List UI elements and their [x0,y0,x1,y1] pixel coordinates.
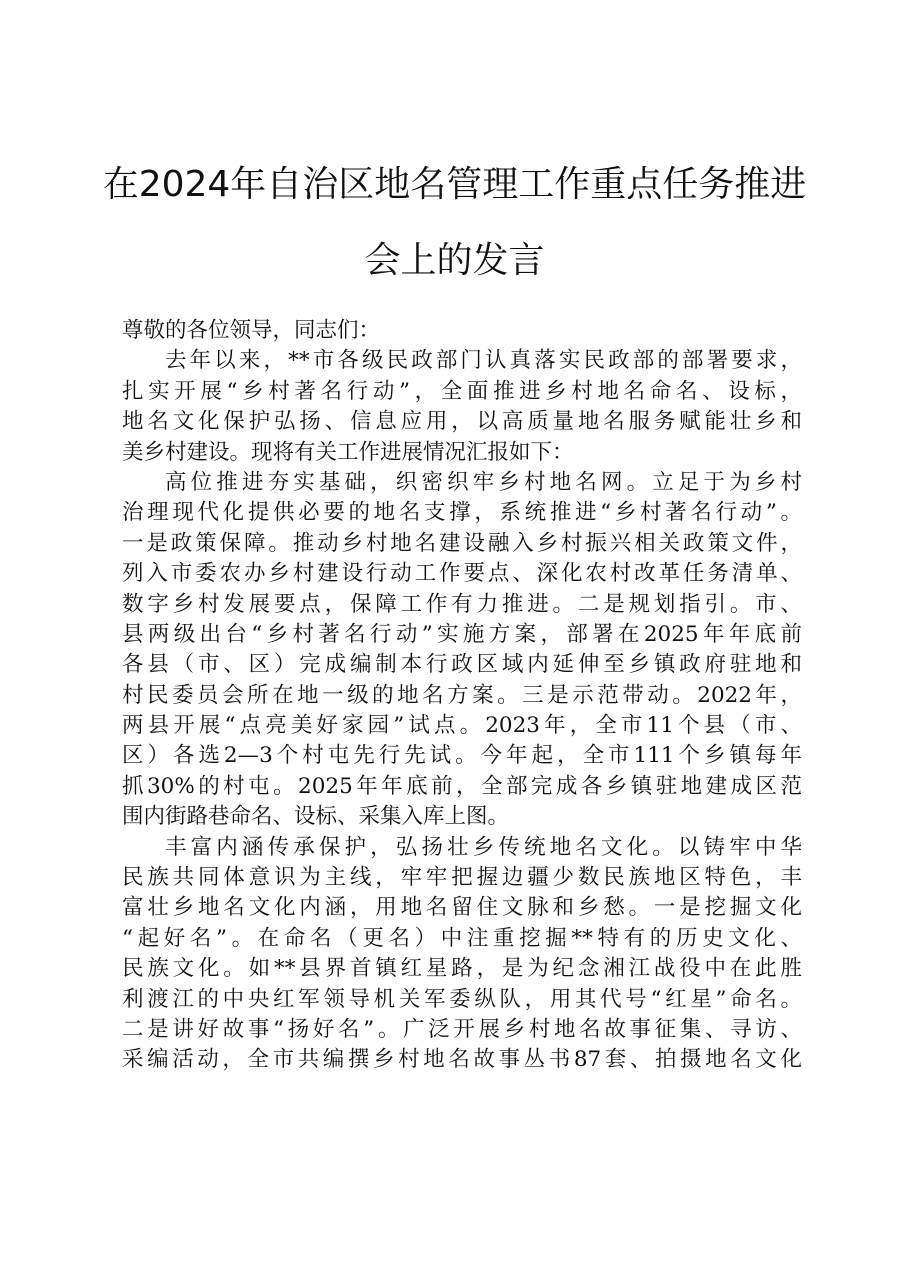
paragraph-3-line-8: 采编活动，全市共编撰乡村地名故事丛书87套、拍摄地名文化 [122,1047,802,1073]
paragraph-2-line-9: 两县开展“点亮美好家园”试点。2023年，全市11个县（市、 [122,713,802,739]
paragraph-2-line-5: 数字乡村发展要点，保障工作有力推进。二是规划指引。市、 [122,591,802,617]
paragraph-2-line-4: 列入市委农办乡村建设行动工作要点、深化农村改革任务清单、 [122,561,802,587]
paragraph-2-line-11: 抓30%的村屯。2025年年底前，全部完成各乡镇驻地建成区范 [122,773,802,799]
paragraph-3-line-1: 丰富内涵传承保护，弘扬壮乡传统地名文化。以铸牢中华 [165,834,802,860]
paragraph-2-line-1: 高位推进夯实基础，织密织牢乡村地名网。立足于为乡村 [165,469,802,495]
paragraph-3-line-2: 民族共同体意识为主线，牢牢把握边疆少数民族地区特色，丰 [122,865,802,891]
paragraph-3-line-3: 富壮乡地名文化内涵，用地名留住文脉和乡愁。一是挖掘文化 [122,895,802,921]
document-title-line-1: 在2024年自治区地名管理工作重点任务推进 [102,164,807,205]
paragraph-3-line-6: 利渡江的中央红军领导机关军委纵队，用其代号“红星”命名。 [122,986,802,1012]
paragraph-1-line-2: 扎实开展“乡村著名行动”，全面推进乡村地名命名、设标， [122,378,802,404]
paragraph-1-line-1: 去年以来，**市各级民政部门认真落实民政部的部署要求， [165,348,802,374]
paragraph-3-line-5: 民族文化。如**县界首镇红星路，是为纪念湘江战役中在此胜 [122,956,802,982]
paragraph-1-line-3: 地名文化保护弘扬、信息应用，以高质量地名服务赋能壮乡和 [122,409,802,435]
paragraph-3-line-4: “起好名”。在命名（更名）中注重挖掘**特有的历史文化、 [122,925,802,951]
paragraph-2-line-10: 区）各选2—3个村屯先行先试。今年起，全市111个乡镇每年 [122,743,802,769]
paragraph-1-line-4: 美乡村建设。现将有关工作进展情况汇报如下： [122,439,574,465]
paragraph-2-line-6: 县两级出台“乡村著名行动”实施方案，部署在2025年年底前 [122,621,802,647]
paragraph-2-line-8: 村民委员会所在地一级的地名方案。三是示范带动。2022年， [122,682,802,708]
paragraph-2-line-3: 一是政策保障。推动乡村地名建设融入乡村振兴相关政策文件， [122,530,802,556]
paragraph-2-line-12: 围内街路巷命名、设标、采集入库上图。 [122,804,510,830]
document-title-line-2: 会上的发言 [364,240,545,281]
paragraph-2-line-2: 治理现代化提供必要的地名支撑，系统推进“乡村著名行动”。 [122,500,802,526]
paragraph-3-line-7: 二是讲好故事“扬好名”。广泛开展乡村地名故事征集、寻访、 [122,1016,802,1042]
paragraph-2-line-7: 各县（市、区）完成编制本行政区域内延伸至乡镇政府驻地和 [122,652,802,678]
salutation: 尊敬的各位领导，同志们： [122,318,381,343]
document-body [122,316,802,1076]
